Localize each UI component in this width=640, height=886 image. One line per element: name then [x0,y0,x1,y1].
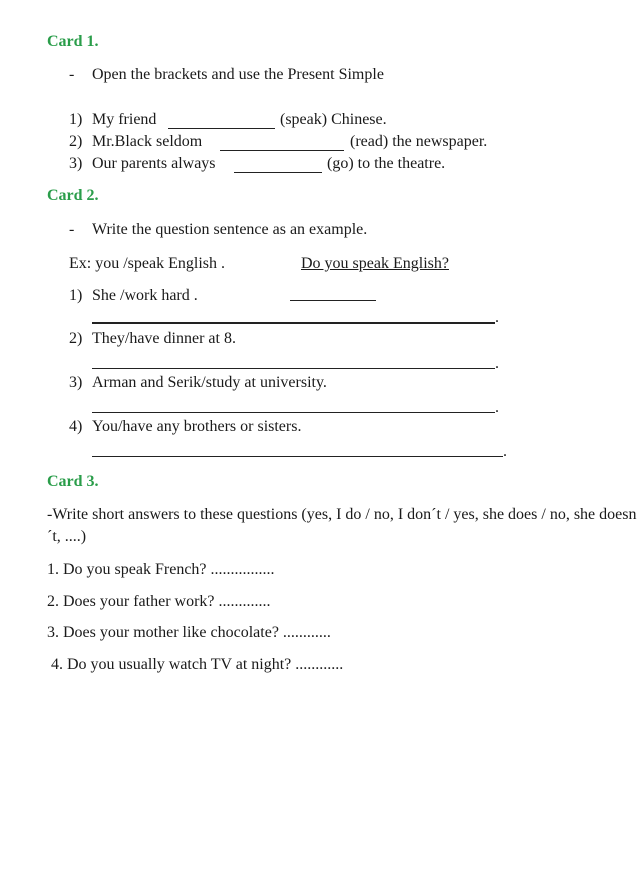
card-3-question-2: 2. Does your father work? ............. [47,593,271,610]
card-1-item-1-text-before: My friend [92,111,157,128]
card-2-item-4-answer-line [92,456,503,457]
card-2-item-3-answer-line [92,412,495,413]
card-3-title: Card 3. [47,473,99,490]
card-2-item-2-line-end: . [495,355,499,372]
card-2-item-2-answer-line [92,368,495,369]
card-1-item-2-text-after: (read) the newspaper. [350,133,488,150]
card-1-item-2-text-before: Mr.Black seldom [92,133,203,150]
card-2-item-3-number: 3) [69,374,83,391]
card-1-title: Card 1. [47,33,99,50]
card-2-item-4-text: You/have any brothers or sisters. [92,418,302,435]
card-2-item-4-number: 4) [69,418,83,435]
card-2-item-2-number: 2) [69,330,83,347]
card-1-item-3-number: 3) [69,155,83,172]
card-1-dash: - [69,66,75,83]
card-1-item-1-number: 1) [69,111,83,128]
card-2-dash: - [69,221,75,238]
card-2-item-1-text: She /work hard . [92,287,198,304]
card-2-item-1-number: 1) [69,287,83,304]
card-3-question-4: 4. Do you usually watch TV at night? ............ [47,656,344,673]
card-2-item-3-text: Arman and Serik/study at university. [92,374,327,391]
card-3-instruction: -Write short answers to these questions (yes, I do / no, I don´t / yes, she does / no, she doesn´t, ....) [47,506,637,545]
card-1-item-1-blank [168,128,275,129]
card-3-question-3: 3. Does your mother like chocolate? ............ [47,624,331,641]
card-1-item-3-text-after: (go) to the theatre. [327,155,446,172]
card-2-example-answer: Do you speak English? [301,255,449,272]
card-2-item-4-line-end: . [503,443,507,460]
card-2-example-prompt: Ex: you /speak English . [69,255,225,272]
card-1-item-3-blank [234,172,322,173]
card-1-instruction: Open the brackets and use the Present Simple [92,66,384,83]
card-1-item-3-text-before: Our parents always [92,155,216,172]
card-1-item-2-number: 2) [69,133,83,150]
card-3-question-1: 1. Do you speak French? ................ [47,561,275,578]
card-2-instruction: Write the question sentence as an example. [92,221,368,238]
card-2-item-1-line-end: . [495,309,499,326]
card-2-item-3-line-end: . [495,399,499,416]
card-2-item-2-text: They/have dinner at 8. [92,330,236,347]
card-2-item-1-short-blank [290,300,376,301]
card-1-item-2-blank [220,150,344,151]
card-1-item-1-text-after: (speak) Chinese. [280,111,387,128]
card-2-item-1-answer-line [92,322,495,324]
card-2-title: Card 2. [47,187,99,204]
